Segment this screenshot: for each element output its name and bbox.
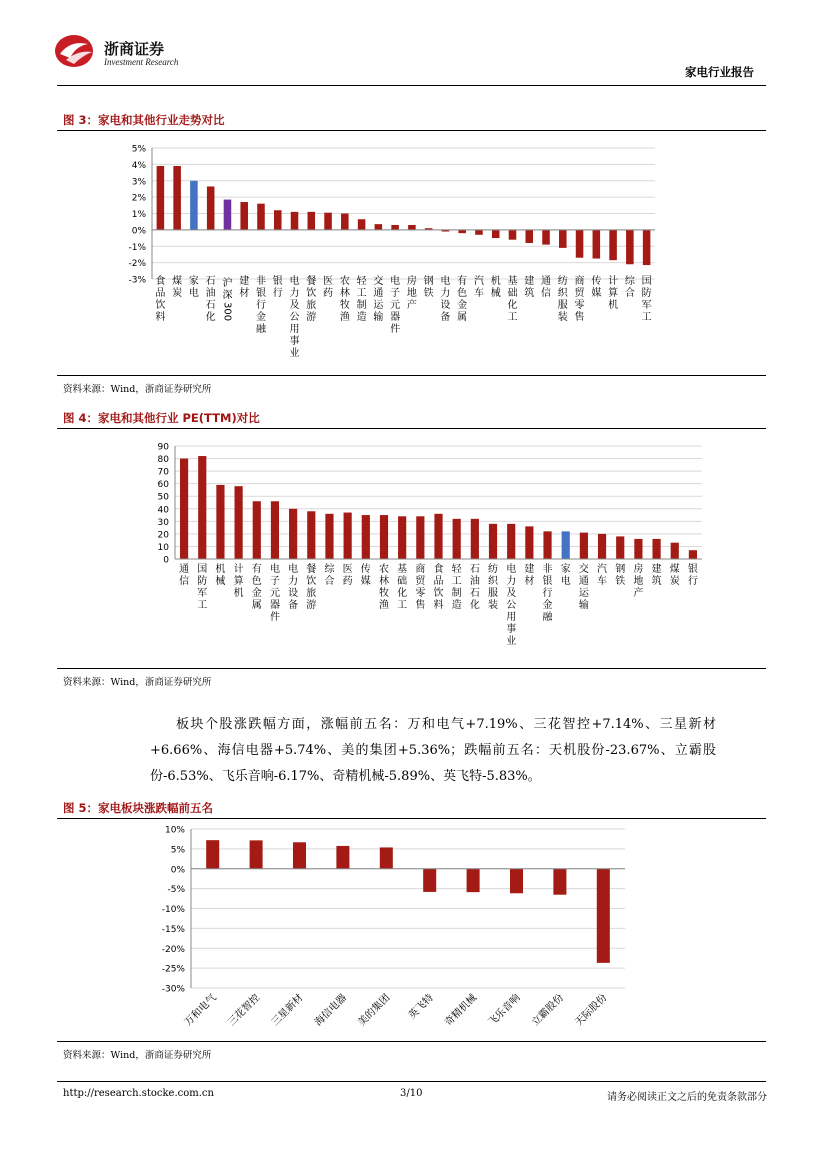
- bar-纺织服装: [489, 524, 497, 559]
- figure-3-title: 图 3：家电和其他行业走势对比: [63, 113, 225, 127]
- x-tick-label: 海信电器: [312, 992, 350, 1029]
- x-tick-label: 奇精机械: [443, 992, 480, 1029]
- y-tick-label: 1%: [131, 210, 146, 220]
- figure-4-chart: [57, 432, 766, 668]
- bar-沪深300: [224, 200, 232, 230]
- figure-5-bottom-rule: [57, 1041, 766, 1042]
- x-tick-label: 纺织服装: [557, 276, 568, 323]
- bar-通信: [542, 230, 550, 245]
- x-tick-label: 家电: [188, 276, 199, 299]
- x-tick-label: 汽车: [597, 564, 608, 587]
- y-tick-label: -25%: [161, 964, 185, 975]
- bar-电力及公用事业: [507, 524, 515, 559]
- x-tick-label: 基础化工: [507, 276, 518, 323]
- x-tick-label: 美的集团: [356, 992, 393, 1029]
- footer-url[interactable]: http://research.stocke.com.cn: [63, 1088, 214, 1099]
- y-tick-label: 80: [157, 455, 169, 466]
- bar-三花智控: [250, 840, 263, 868]
- x-tick-label: 轻工制造: [356, 276, 367, 323]
- x-tick-label: 非银行金融: [255, 276, 266, 335]
- report-title: 家电行业报告: [685, 65, 754, 79]
- x-tick-label: 传媒: [360, 564, 371, 587]
- x-tick-label: 三星新材: [269, 992, 306, 1029]
- x-tick-label: 电子元器件: [390, 276, 401, 335]
- bar-建材: [525, 526, 533, 559]
- bar-机械: [216, 485, 224, 559]
- y-tick-label: 70: [157, 467, 169, 478]
- x-tick-label: 国防军工: [197, 564, 208, 611]
- x-tick-label: 建筑: [524, 276, 535, 299]
- bar-石油石化: [207, 186, 215, 229]
- bar-农林牧渔: [380, 515, 388, 559]
- x-tick-label: 商贸零售: [574, 276, 585, 323]
- y-tick-label: 20: [157, 530, 169, 541]
- x-tick-label: 家电: [560, 564, 571, 587]
- bar-电子元器件: [391, 225, 399, 230]
- bar-银行: [689, 550, 697, 559]
- bar-建筑: [652, 539, 660, 559]
- footer-disclaimer: 请务必阅读正文之后的免责条款部分: [607, 1092, 767, 1103]
- figure-3-source: 资料来源：Wind，浙商证券研究所: [63, 384, 212, 395]
- y-tick-label: 3%: [131, 177, 146, 188]
- bar-电力设备: [289, 509, 297, 559]
- y-tick-label: 0%: [170, 865, 185, 876]
- bar-立霸股份: [553, 869, 566, 895]
- bar-餐饮旅游: [308, 212, 316, 230]
- y-tick-label: -1%: [128, 242, 146, 253]
- x-tick-label: 餐饮旅游: [306, 564, 317, 611]
- x-tick-label: 纺织服装: [488, 564, 499, 611]
- x-tick-label: 建材: [239, 276, 250, 299]
- x-tick-label: 食品饮料: [433, 564, 444, 611]
- bar-国防军工: [198, 456, 206, 559]
- x-tick-label: 通信: [541, 276, 552, 299]
- bar-纺织服装: [559, 230, 567, 248]
- x-tick-label: 电力及公用事业: [289, 276, 300, 359]
- y-tick-label: -3%: [128, 275, 146, 286]
- x-tick-label: 食品饮料: [155, 276, 166, 323]
- figure-3-top-rule: [57, 130, 766, 131]
- x-tick-label: 电力及公用事业: [506, 564, 517, 647]
- figure-3-chart: [57, 134, 766, 374]
- bar-有色金属: [253, 501, 261, 559]
- x-tick-label: 建筑: [651, 564, 662, 587]
- y-tick-label: 60: [157, 480, 169, 491]
- bar-石油石化: [471, 519, 479, 559]
- y-tick-label: -10%: [161, 905, 185, 915]
- y-tick-label: -20%: [161, 944, 185, 955]
- bar-医药: [344, 513, 352, 559]
- header-rule: [57, 85, 766, 86]
- bar-英飞特: [423, 869, 436, 892]
- x-tick-label: 英飞特: [406, 992, 436, 1022]
- x-tick-label: 非银行金融: [542, 564, 553, 623]
- figure-4-top-rule: [57, 428, 766, 429]
- bar-汽车: [598, 534, 606, 559]
- y-tick-label: -2%: [128, 259, 146, 270]
- bar-综合: [325, 514, 333, 559]
- x-tick-label: 房地产: [406, 276, 417, 311]
- x-tick-label: 万和电气: [182, 992, 219, 1029]
- y-tick-label: 10: [157, 542, 169, 553]
- bar-国防军工: [643, 230, 651, 265]
- bar-建筑: [525, 230, 533, 243]
- bar-煤炭: [173, 166, 181, 230]
- x-tick-label: 银行: [687, 564, 698, 587]
- figure-4-bottom-rule: [57, 668, 766, 669]
- bar-汽车: [475, 230, 483, 235]
- x-tick-label: 电力设备: [288, 564, 299, 611]
- y-tick-label: 0: [163, 555, 169, 566]
- logo-icon: [52, 32, 98, 70]
- x-tick-label: 300: [221, 302, 233, 322]
- x-tick-label: 沪: [222, 278, 233, 289]
- bar-传媒: [362, 515, 370, 559]
- bar-计算机: [235, 486, 243, 559]
- x-tick-label: 立霸股份: [529, 992, 567, 1029]
- bar-商贸零售: [576, 230, 584, 258]
- logo-subtitle: Investment Research: [104, 57, 179, 67]
- bar-飞乐音响: [510, 869, 523, 894]
- bar-交通运输: [580, 533, 588, 559]
- bar-传媒: [593, 230, 601, 259]
- bar-万和电气: [206, 840, 219, 869]
- bar-商贸零售: [416, 516, 424, 559]
- y-tick-label: 50: [157, 492, 169, 503]
- x-tick-label: 有色金属: [457, 276, 468, 323]
- bar-三星新材: [293, 842, 306, 868]
- x-tick-label: 电子元器件: [269, 564, 280, 623]
- bar-海信电器: [336, 846, 349, 869]
- bar-基础化工: [509, 230, 517, 240]
- y-tick-label: 90: [157, 442, 169, 453]
- bar-农林牧渔: [341, 214, 349, 230]
- x-tick-label: 天际股份: [573, 992, 610, 1029]
- bar-建材: [240, 202, 248, 230]
- bar-美的集团: [380, 847, 393, 868]
- figure-4-title: 图 4：家电和其他行业 PE(TTM)对比: [63, 411, 260, 425]
- figure-5-top-rule: [57, 818, 766, 819]
- x-tick-label: 交通运输: [373, 276, 384, 323]
- y-tick-label: 10%: [164, 825, 185, 836]
- x-tick-label: 商贸零售: [415, 564, 426, 611]
- x-tick-label: 机械: [490, 276, 501, 299]
- x-tick-label: 有色金属: [251, 564, 262, 611]
- footer-rule: [57, 1081, 766, 1082]
- x-tick-label: 煤炭: [669, 564, 680, 587]
- x-tick-label: 综合: [324, 564, 335, 587]
- bar-煤炭: [671, 543, 679, 559]
- x-tick-label: 计算机: [233, 564, 244, 599]
- bar-房地产: [408, 225, 416, 230]
- body-paragraph: 板块个股涨跌幅方面，涨幅前五名：万和电气+7.19%、三花智控+7.14%、三星新材+6.66%、海信电器+5.74%、美的集团+5.36%；跌幅前五名：天机股份-23.67%、立霸股份-6.53%、飞乐音响-6.17%、奇精机械-5.89%、英飞特-5.83%。: [150, 717, 716, 784]
- y-tick-label: 0%: [131, 226, 146, 237]
- x-tick-label: 电力设备: [440, 276, 451, 323]
- figure-3-bottom-rule: [57, 375, 766, 376]
- bar-基础化工: [398, 516, 406, 559]
- x-tick-label: 石油石化: [205, 276, 216, 323]
- bar-家电: [190, 181, 198, 230]
- figure-5-title: 图 5：家电板块涨跌幅前五名: [63, 801, 214, 815]
- bar-电子元器件: [271, 501, 279, 559]
- y-tick-label: 5%: [131, 144, 146, 155]
- y-tick-label: 30: [157, 517, 169, 528]
- x-tick-label: 综合: [624, 276, 635, 299]
- bar-交通运输: [375, 224, 383, 230]
- x-tick-label: 煤炭: [172, 276, 183, 299]
- x-tick-label: 轻工制造: [451, 564, 462, 611]
- bar-家电: [562, 531, 570, 559]
- x-tick-label: 计算机: [608, 276, 619, 311]
- bar-钢铁: [616, 536, 624, 559]
- x-tick-label: 交通运输: [578, 564, 589, 611]
- x-tick-label: 通信: [179, 564, 190, 587]
- y-tick-label: -15%: [161, 924, 185, 935]
- figure-5-source: 资料来源：Wind，浙商证券研究所: [63, 1050, 212, 1061]
- x-tick-label: 石油石化: [469, 564, 480, 611]
- x-tick-label: 国防军工: [641, 276, 652, 323]
- x-tick-label: 银行: [272, 276, 283, 299]
- y-tick-label: -5%: [167, 885, 185, 896]
- bar-非银行金融: [257, 204, 265, 230]
- bar-天际股份: [597, 869, 610, 963]
- y-tick-label: 2%: [131, 193, 146, 204]
- y-tick-label: 40: [157, 505, 169, 516]
- x-tick-label: 基础化工: [397, 564, 408, 611]
- x-tick-label: 传媒: [591, 276, 602, 299]
- x-tick-label: 汽车: [473, 276, 484, 299]
- bar-轻工制造: [358, 219, 366, 230]
- logo-name: 浙商证券: [104, 40, 165, 58]
- header: [0, 0, 827, 90]
- x-tick-label: 三花智控: [226, 992, 263, 1029]
- bar-食品饮料: [157, 166, 165, 230]
- bar-通信: [180, 459, 188, 559]
- bar-非银行金融: [543, 531, 551, 559]
- x-tick-label: 钢铁: [423, 276, 434, 299]
- x-tick-label: 医药: [342, 564, 353, 587]
- x-tick-label: 机械: [215, 564, 226, 587]
- bar-机械: [492, 230, 500, 238]
- x-tick-label: 钢铁: [615, 564, 626, 587]
- bar-银行: [274, 210, 282, 230]
- y-tick-label: 4%: [131, 160, 146, 171]
- page-number: 3/10: [400, 1088, 423, 1099]
- bar-计算机: [609, 230, 617, 260]
- figure-5-chart: [57, 820, 766, 1042]
- x-tick-label: 医药: [323, 276, 334, 299]
- bar-房地产: [634, 539, 642, 559]
- bar-食品饮料: [434, 514, 442, 559]
- bar-轻工制造: [453, 519, 461, 559]
- x-tick-label: 餐饮旅游: [306, 276, 317, 323]
- bar-综合: [626, 230, 634, 264]
- x-tick-label: 农林牧渔: [378, 564, 389, 611]
- x-tick-label: 深: [222, 290, 233, 301]
- x-tick-label: 建材: [524, 564, 535, 587]
- x-tick-label: 飞乐音响: [486, 992, 523, 1029]
- figure-4-source: 资料来源：Wind，浙商证券研究所: [63, 677, 212, 688]
- x-tick-label: 农林牧渔: [339, 276, 350, 323]
- bar-电力及公用事业: [291, 212, 299, 230]
- bar-医药: [324, 213, 332, 230]
- y-tick-label: 5%: [170, 845, 185, 856]
- y-tick-label: -30%: [161, 984, 185, 995]
- bar-餐饮旅游: [307, 511, 315, 559]
- bar-奇精机械: [467, 869, 480, 892]
- x-tick-label: 房地产: [633, 564, 644, 599]
